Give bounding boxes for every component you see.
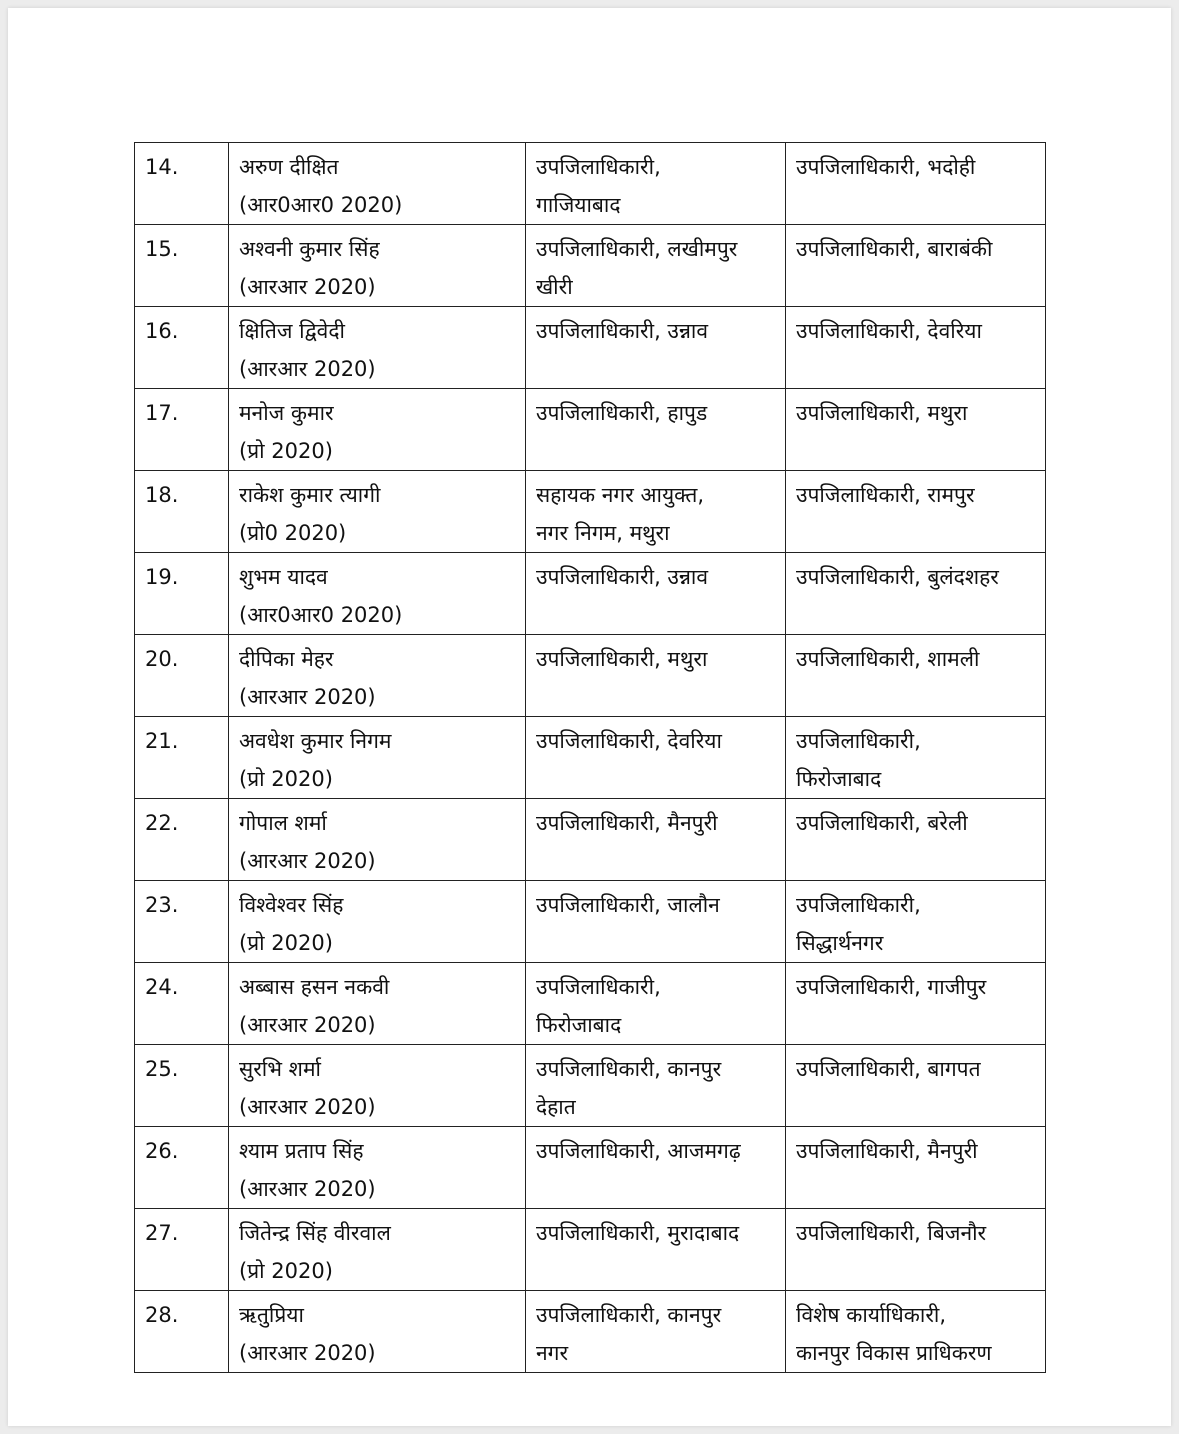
officer-cell [229, 225, 526, 307]
current-post-line: उपजिलाधिकारी, आजमगढ़ [536, 1139, 741, 1163]
current-post-cell [526, 881, 786, 963]
officer-batch: (आर0आर0 2020) [239, 603, 403, 627]
new-post-line: उपजिलाधिकारी, गाजीपुर [796, 975, 987, 999]
new-post-line: उपजिलाधिकारी, बिजनौर [796, 1221, 987, 1245]
current-post-line: फिरोजाबाद [536, 1013, 622, 1037]
serial-number: 26. [145, 1139, 179, 1163]
current-post-line: उपजिलाधिकारी, [536, 155, 661, 179]
current-post-cell [526, 471, 786, 553]
officer-cell [229, 1127, 526, 1209]
table-row [135, 307, 1046, 389]
officer-cell [229, 1291, 526, 1373]
serial-number: 18. [145, 483, 179, 507]
officer-name: अश्वनी कुमार सिंह [239, 237, 380, 261]
serial-number-cell [135, 963, 229, 1045]
current-post-line: सहायक नगर आयुक्त, [536, 483, 705, 507]
officer-name: मनोज कुमार [239, 401, 334, 425]
officer-cell [229, 143, 526, 225]
serial-number: 23. [145, 893, 179, 917]
serial-number-cell [135, 553, 229, 635]
officer-batch: (आरआर 2020) [239, 1013, 376, 1037]
new-post-cell [786, 1291, 1046, 1373]
new-post-cell [786, 225, 1046, 307]
officer-name: सुरभि शर्मा [239, 1057, 321, 1081]
officer-name: श्याम प्रताप सिंह [239, 1139, 364, 1163]
current-post-line: देहात [536, 1095, 576, 1119]
table-row [135, 389, 1046, 471]
current-post-line: उपजिलाधिकारी, कानपुर [536, 1303, 722, 1327]
current-post-cell [526, 143, 786, 225]
current-post-cell [526, 307, 786, 389]
current-post-cell [526, 1209, 786, 1291]
current-post-line: खीरी [536, 275, 573, 299]
current-post-cell [526, 225, 786, 307]
officer-batch: (प्रो0 2020) [239, 521, 347, 545]
officer-batch: (आर0आर0 2020) [239, 193, 403, 217]
transfer-table [134, 142, 1046, 1373]
serial-number: 21. [145, 729, 179, 753]
new-post-line: उपजिलाधिकारी, बागपत [796, 1057, 981, 1081]
new-post-line: विशेष कार्याधिकारी, [796, 1303, 947, 1327]
table-row [135, 1045, 1046, 1127]
table-row [135, 799, 1046, 881]
new-post-line: उपजिलाधिकारी, [796, 893, 921, 917]
serial-number: 15. [145, 237, 179, 261]
current-post-cell [526, 1127, 786, 1209]
new-post-cell [786, 471, 1046, 553]
officer-name: गोपाल शर्मा [239, 811, 327, 835]
officer-cell [229, 717, 526, 799]
serial-number: 27. [145, 1221, 179, 1245]
serial-number: 16. [145, 319, 179, 343]
current-post-cell [526, 635, 786, 717]
officer-cell [229, 471, 526, 553]
serial-number-cell [135, 307, 229, 389]
serial-number-cell [135, 389, 229, 471]
current-post-line: उपजिलाधिकारी, उन्नाव [536, 565, 709, 589]
officer-batch: (प्रो 2020) [239, 439, 333, 463]
new-post-line: फिरोजाबाद [796, 767, 882, 791]
serial-number-cell [135, 717, 229, 799]
serial-number-cell [135, 1291, 229, 1373]
serial-number: 22. [145, 811, 179, 835]
current-post-cell [526, 553, 786, 635]
officer-cell [229, 553, 526, 635]
table-row [135, 717, 1046, 799]
current-post-line: नगर निगम, मथुरा [536, 521, 670, 545]
current-post-cell [526, 1045, 786, 1127]
current-post-line: उपजिलाधिकारी, कानपुर [536, 1057, 722, 1081]
current-post-cell [526, 1291, 786, 1373]
officer-batch: (प्रो 2020) [239, 1259, 333, 1283]
current-post-line: उपजिलाधिकारी, लखीमपुर [536, 237, 738, 261]
new-post-cell [786, 389, 1046, 471]
current-post-cell [526, 799, 786, 881]
new-post-cell [786, 1209, 1046, 1291]
new-post-cell [786, 307, 1046, 389]
new-post-line: उपजिलाधिकारी, देवरिया [796, 319, 982, 343]
officer-batch: (प्रो 2020) [239, 767, 333, 791]
current-post-cell [526, 963, 786, 1045]
new-post-cell [786, 143, 1046, 225]
serial-number: 24. [145, 975, 179, 999]
current-post-line: उपजिलाधिकारी, उन्नाव [536, 319, 709, 343]
new-post-line: उपजिलाधिकारी, [796, 729, 921, 753]
current-post-line: उपजिलाधिकारी, देवरिया [536, 729, 722, 753]
serial-number-cell [135, 1127, 229, 1209]
officer-batch: (प्रो 2020) [239, 931, 333, 955]
officer-cell [229, 799, 526, 881]
officer-name: दीपिका मेहर [239, 647, 334, 671]
officer-cell [229, 1209, 526, 1291]
table-row [135, 225, 1046, 307]
current-post-line: नगर [536, 1341, 569, 1365]
serial-number: 25. [145, 1057, 179, 1081]
new-post-line: उपजिलाधिकारी, शामली [796, 647, 980, 671]
new-post-cell [786, 553, 1046, 635]
current-post-line: उपजिलाधिकारी, मैनपुरी [536, 811, 718, 835]
serial-number: 17. [145, 401, 179, 425]
officer-cell [229, 389, 526, 471]
table-row [135, 143, 1046, 225]
new-post-line: उपजिलाधिकारी, मथुरा [796, 401, 968, 425]
officer-name: जितेन्द्र सिंह वीरवाल [239, 1221, 391, 1245]
new-post-cell [786, 1045, 1046, 1127]
new-post-cell [786, 881, 1046, 963]
officer-cell [229, 635, 526, 717]
officer-batch: (आरआर 2020) [239, 849, 376, 873]
officer-cell [229, 881, 526, 963]
officer-name: अवधेश कुमार निगम [239, 729, 392, 753]
officer-batch: (आरआर 2020) [239, 357, 376, 381]
current-post-line: गाजियाबाद [536, 193, 621, 217]
table-row [135, 963, 1046, 1045]
officer-batch: (आरआर 2020) [239, 1341, 376, 1365]
serial-number-cell [135, 635, 229, 717]
current-post-line: उपजिलाधिकारी, हापुड [536, 401, 708, 425]
officer-name: ऋतुप्रिया [239, 1303, 304, 1327]
serial-number-cell [135, 471, 229, 553]
table-row [135, 471, 1046, 553]
transfer-table-body [135, 143, 1046, 1373]
officer-cell [229, 963, 526, 1045]
document-page [8, 8, 1171, 1426]
officer-cell [229, 1045, 526, 1127]
serial-number-cell [135, 1045, 229, 1127]
officer-cell [229, 307, 526, 389]
serial-number-cell [135, 881, 229, 963]
table-row [135, 553, 1046, 635]
new-post-line: उपजिलाधिकारी, मैनपुरी [796, 1139, 978, 1163]
officer-batch: (आरआर 2020) [239, 685, 376, 709]
new-post-cell [786, 1127, 1046, 1209]
new-post-cell [786, 717, 1046, 799]
officer-name: क्षितिज द्विवेदी [239, 319, 345, 343]
officer-name: राकेश कुमार त्यागी [239, 483, 381, 507]
officer-batch: (आरआर 2020) [239, 1177, 376, 1201]
current-post-line: उपजिलाधिकारी, [536, 975, 661, 999]
new-post-cell [786, 963, 1046, 1045]
serial-number-cell [135, 799, 229, 881]
current-post-line: उपजिलाधिकारी, मुरादाबाद [536, 1221, 740, 1245]
new-post-line: उपजिलाधिकारी, भदोही [796, 155, 976, 179]
serial-number: 28. [145, 1303, 179, 1327]
new-post-line: सिद्धार्थनगर [796, 931, 884, 955]
new-post-line: उपजिलाधिकारी, बाराबंकी [796, 237, 993, 261]
officer-batch: (आरआर 2020) [239, 1095, 376, 1119]
table-row [135, 1127, 1046, 1209]
officer-batch: (आरआर 2020) [239, 275, 376, 299]
table-row [135, 1209, 1046, 1291]
serial-number-cell [135, 1209, 229, 1291]
officer-name: अब्बास हसन नकवी [239, 975, 390, 999]
serial-number: 19. [145, 565, 179, 589]
new-post-line: कानपुर विकास प्राधिकरण [796, 1341, 992, 1365]
new-post-line: उपजिलाधिकारी, बरेली [796, 811, 968, 835]
new-post-line: उपजिलाधिकारी, रामपुर [796, 483, 975, 507]
current-post-line: उपजिलाधिकारी, जालौन [536, 893, 720, 917]
current-post-cell [526, 389, 786, 471]
new-post-cell [786, 635, 1046, 717]
table-row [135, 635, 1046, 717]
new-post-line: उपजिलाधिकारी, बुलंदशहर [796, 565, 999, 589]
new-post-cell [786, 799, 1046, 881]
serial-number-cell [135, 143, 229, 225]
serial-number-cell [135, 225, 229, 307]
current-post-line: उपजिलाधिकारी, मथुरा [536, 647, 708, 671]
serial-number: 14. [145, 155, 179, 179]
officer-name: शुभम यादव [239, 565, 328, 589]
table-row [135, 881, 1046, 963]
table-row [135, 1291, 1046, 1373]
current-post-cell [526, 717, 786, 799]
serial-number: 20. [145, 647, 179, 671]
officer-name: अरुण दीक्षित [239, 155, 339, 179]
officer-name: विश्वेश्वर सिंह [239, 893, 344, 917]
